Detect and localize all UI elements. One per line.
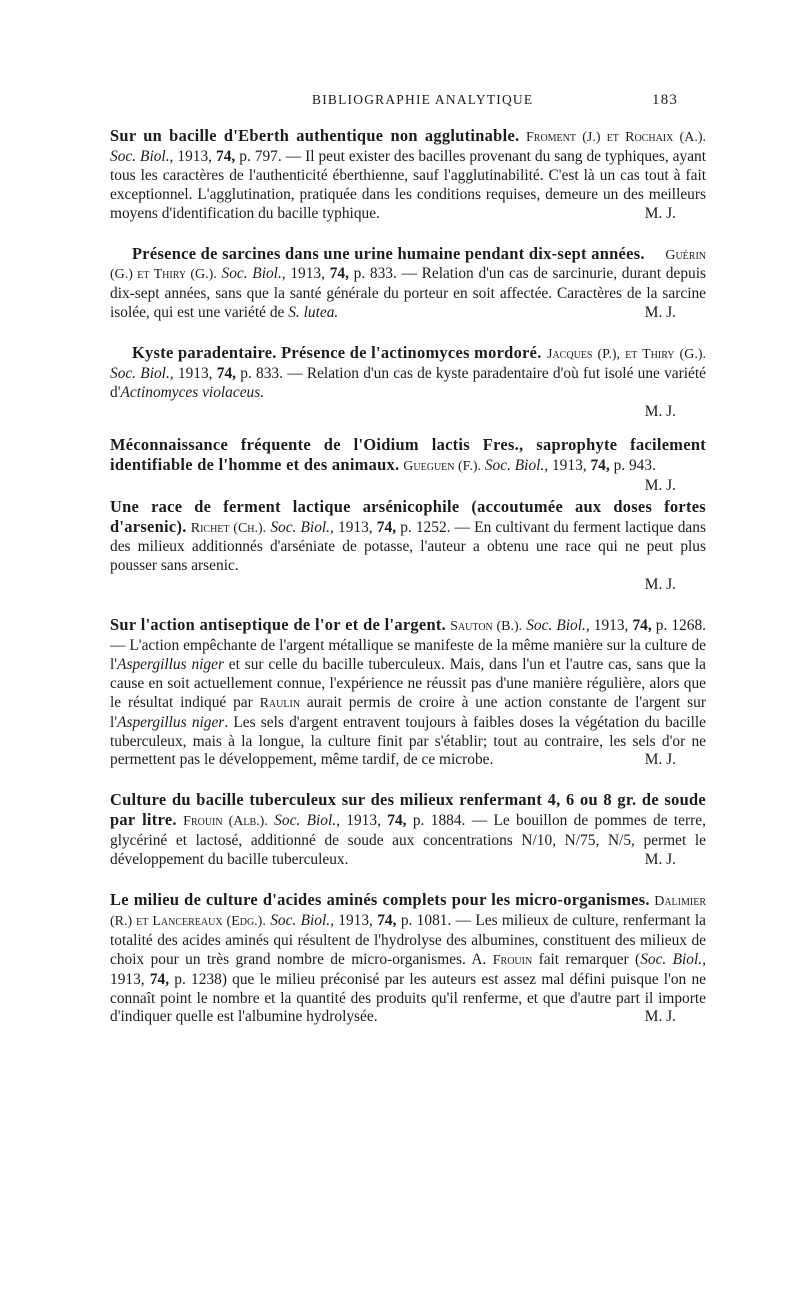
entry-species: S. lutea. xyxy=(288,304,339,322)
bibliography-entry xyxy=(110,434,706,494)
entry-abstract: — En cultivant du ferment lactique dans des milieux additionnés d'arséniate de potasse, l'auteur a obtenu une race qui ne peut plus pousser sans arsenic. xyxy=(110,518,706,575)
entry-abstract-cont: que le milieu préconisé par les auteurs est assez mal défini puisque l'on ne connaît point le nombre et la quantité des produits qu'il renferme, et que d'autre part il importe d'indiquer quelle est l'albumine hydrolysée. xyxy=(110,970,706,1026)
entry-cited-author: Frouin xyxy=(492,952,533,968)
entry-signature: M. J. xyxy=(644,1008,676,1026)
entry-abstract: — L'action empêchante de l'argent métallique se manifeste de la même manière sur la culture de l' xyxy=(110,637,706,673)
entry-authors: Froment (J.) et Rochaix (A.). xyxy=(525,130,706,145)
entry-year: 1913, xyxy=(338,911,373,929)
entry-page: p. 1252. xyxy=(400,518,451,536)
entry-signature: M. J. xyxy=(644,576,676,594)
entry-year: 1913, xyxy=(290,265,325,283)
entry-volume: 74, xyxy=(329,265,349,283)
entry-volume: 74, xyxy=(632,617,652,635)
entry-species: Aspergillus niger xyxy=(117,655,224,673)
entry-title: Culture du bacille tuberculeux sur des milieux renfermant 4, 6 ou 8 gr. de soude par litre. xyxy=(110,790,706,830)
bibliography-entry xyxy=(110,498,706,596)
entry-species: Actinomyces violaceus. xyxy=(120,383,265,401)
entry-ref-journal: Soc. Biol., xyxy=(640,950,706,968)
entry-title: Méconnaissance fréquente de l'Oidium lactis Fres., saprophyte facilement identifiable de l'homme et des animaux. xyxy=(110,434,706,474)
entry-year: 1913, xyxy=(177,365,213,383)
entry-journal: Soc. Biol., xyxy=(270,518,334,536)
entry-abstract-cont: aurait permis de croire à une action constante de l'argent sur l' xyxy=(110,693,706,731)
entry-journal: Soc. Biol., xyxy=(221,265,286,283)
entry-title: Présence de sarcines dans une urine humaine pendant dix-sept années. xyxy=(132,243,645,263)
entry-abstract-cont: fait remarquer ( xyxy=(532,950,641,968)
entry-page: p. 1884. xyxy=(412,812,466,830)
bibliography-column xyxy=(110,127,706,1048)
entry-journal: Soc. Biol., xyxy=(270,911,334,929)
entry-year: 1913, xyxy=(338,518,373,536)
bibliography-entry xyxy=(110,616,706,770)
entry-authors: Jacques (P.), et Thiry (G.). xyxy=(547,347,706,363)
bibliography-entry xyxy=(110,791,706,870)
entry-abstract-cont: . Les sels d'argent entravent toujours à faibles doses la végétation du bacille tuberculeux, mais à la longue, la culture finit par s'établir; tout au contraire, les sels d'or ne permettent pas le développement, même tardif, de ce microbe. xyxy=(110,713,706,769)
entry-authors: Sauton (B.). xyxy=(450,619,523,635)
entry-volume: 74, xyxy=(216,147,236,165)
entry-year: 1913, xyxy=(593,617,629,635)
entry-page: p. 833. xyxy=(353,265,397,283)
entry-page: p. 1081. xyxy=(400,911,452,929)
entry-volume: 74, xyxy=(216,365,237,383)
entry-page: p. 797. xyxy=(239,147,282,165)
entry-volume: 74, xyxy=(377,911,397,929)
entry-page: p. 833. xyxy=(240,365,283,383)
entry-title: Sur un bacille d'Eberth authentique non agglutinable. xyxy=(110,126,520,145)
entry-signature: M. J. xyxy=(644,851,676,869)
entry-abstract: — Le bouillon de pommes de terre, glycériné et lactosé, additionné de soude aux concentrations N/10, N/75, N/5, permet le développement du bacille tuberculeux. xyxy=(110,812,706,869)
entry-title: Une race de ferment lactique arsénicophile (accoutumée aux doses fortes d'arsenic). xyxy=(110,496,706,536)
entry-year: 1913, xyxy=(551,456,587,474)
bibliography-entry xyxy=(110,245,706,324)
entry-cited-author: Raulin xyxy=(259,695,301,711)
entry-abstract: — Il peut exister des bacilles provenant du sang de typhiques, ayant tous les caractères de l'authenticité éberthienne, sauf l'agglutinabilité. C'est là un cas tout à fait exceptionnel. L'agglutination, pratiquée dans les conditions requises, demeure un des meilleurs moyens d'identification du bacille typhique. xyxy=(110,147,706,222)
entry-volume: 74, xyxy=(387,812,407,830)
entry-ref-year: 1913, xyxy=(110,970,145,988)
bibliography-entry xyxy=(110,344,706,422)
entry-year: 1913, xyxy=(177,147,213,165)
entry-page: p. 1268. xyxy=(655,617,706,635)
entry-signature: M. J. xyxy=(644,204,676,222)
entry-authors: Gueguen (F.). xyxy=(403,458,481,474)
entry-abstract: — Relation d'un cas de kyste paradentaire d'où fut isolé une variété d' xyxy=(110,365,706,401)
entry-signature: M. J. xyxy=(644,751,676,769)
page-number: 183 xyxy=(652,92,679,108)
entry-page: p. 943. xyxy=(613,456,656,474)
entry-journal: Soc. Biol., xyxy=(274,812,340,830)
entry-abstract: — Les milieux de culture, renfermant la totalité des acides aminés qui résultent de l'hydrolyse des albumines, constituent des milieux de choix pour un très grand nombre de micro-organismes. A. xyxy=(110,911,706,968)
entry-signature: M. J. xyxy=(644,402,676,420)
entry-abstract: — Relation d'un cas de sarcinurie, durant depuis dix-sept années, sans que la santé générale du porteur en soit affectée. Caractères de la sarcine isolée, qui est une variété de xyxy=(110,265,706,322)
entry-title: Le milieu de culture d'acides aminés complets pour les micro-organismes. xyxy=(110,890,650,909)
entry-journal: Soc. Biol., xyxy=(526,617,590,635)
entry-signature: M. J. xyxy=(644,476,676,494)
entry-volume: 74, xyxy=(376,518,397,536)
entry-authors: Richet (Ch.). xyxy=(190,520,267,536)
entry-year: 1913, xyxy=(346,812,381,830)
bibliography-entry xyxy=(110,891,706,1027)
entry-authors: Frouin (Alb.). xyxy=(183,814,268,830)
entry-ref-page: p. 1238) xyxy=(174,970,227,988)
running-title: BIBLIOGRAPHIE ANALYTIQUE xyxy=(312,92,534,107)
entry-authors: Dalimier (R.) et Lancereaux (Edg.). xyxy=(110,894,706,929)
bibliography-entry xyxy=(110,127,706,224)
entry-title: Kyste paradentaire. Présence de l'actinomyces mordoré. xyxy=(132,343,542,363)
entry-signature: M. J. xyxy=(644,304,676,322)
entry-authors: Guérin (G.) et Thiry (G.). xyxy=(110,247,706,283)
entry-journal: Soc. Biol., xyxy=(110,365,174,383)
entry-journal: Soc. Biol., xyxy=(484,456,549,474)
entry-ref-volume: 74, xyxy=(149,970,170,988)
entry-volume: 74, xyxy=(590,456,610,474)
entry-journal: Soc. Biol., xyxy=(110,147,174,165)
entry-abstract-cont: et sur celle du bacille tuberculeux. Mais, dans l'un et l'autre cas, sans que la cause en soit actuellement connue, l'expérience ne réussit pas d'une manière régulière, alors que le résultat indiqué par xyxy=(110,655,706,711)
running-head xyxy=(0,92,800,114)
entry-title: Sur l'action antiseptique de l'or et de l'argent. xyxy=(110,615,447,635)
entry-species: Aspergillus niger xyxy=(117,713,225,731)
